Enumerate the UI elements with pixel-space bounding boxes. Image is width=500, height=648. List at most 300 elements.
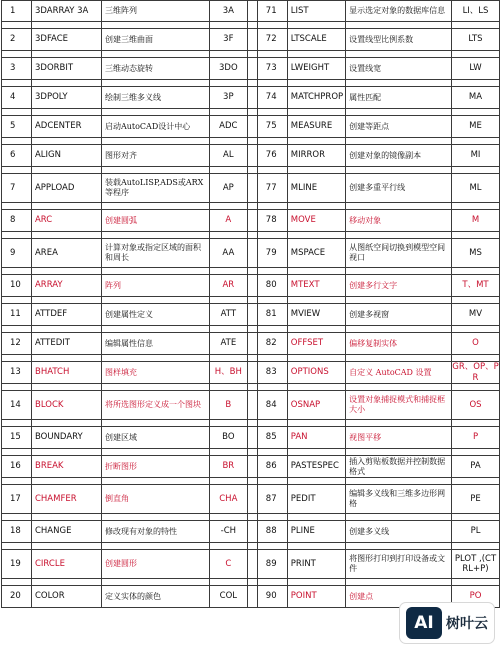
spacer-cell bbox=[31, 355, 101, 362]
spacer-cell bbox=[247, 543, 257, 550]
spacer-cell bbox=[31, 326, 101, 333]
spacer-cell bbox=[101, 138, 209, 145]
right-cell-description: 从图纸空间切换到模型空间视口 bbox=[346, 239, 452, 268]
right-cell-command: PLINE bbox=[287, 521, 345, 543]
spacer-cell bbox=[287, 80, 345, 87]
right-cell-number: 78 bbox=[257, 210, 287, 232]
left-cell-number: 4 bbox=[2, 87, 32, 109]
left-cell-command: CHAMFER bbox=[31, 485, 101, 514]
right-cell-alias: PL bbox=[452, 521, 500, 543]
left-cell-number: 19 bbox=[2, 550, 32, 579]
spacer-cell bbox=[257, 232, 287, 239]
spacer-cell bbox=[101, 22, 209, 29]
left-cell-alias: 3A bbox=[209, 1, 247, 22]
spacer-cell bbox=[2, 543, 32, 550]
right-cell-description: 将图形打印到打印设备或文件 bbox=[346, 550, 452, 579]
spacer-cell bbox=[452, 478, 500, 485]
spacer-cell bbox=[2, 420, 32, 427]
spacer-cell bbox=[452, 514, 500, 521]
spacer-cell bbox=[346, 579, 452, 586]
right-cell-command: LTSCALE bbox=[287, 29, 345, 51]
column-gap bbox=[247, 1, 257, 22]
left-cell-command: BOUNDARY bbox=[31, 427, 101, 449]
spacer-cell bbox=[2, 232, 32, 239]
spacer-cell bbox=[2, 326, 32, 333]
spacer-cell bbox=[287, 232, 345, 239]
right-cell-description: 自定义 AutoCAD 设置 bbox=[346, 362, 452, 384]
left-cell-description: 将所选图形定义成一个图块 bbox=[101, 391, 209, 420]
left-cell-alias: H、BH bbox=[209, 362, 247, 384]
spacer-cell bbox=[31, 232, 101, 239]
spacer-cell bbox=[287, 203, 345, 210]
table-row bbox=[2, 1, 500, 22]
right-cell-number: 72 bbox=[257, 29, 287, 51]
spacer-cell bbox=[257, 355, 287, 362]
left-cell-command: 3DARRAY 3A bbox=[31, 1, 101, 22]
spacer-cell bbox=[257, 109, 287, 116]
spacer-cell bbox=[101, 203, 209, 210]
spacer-cell bbox=[2, 138, 32, 145]
spacer-cell bbox=[31, 51, 101, 58]
left-cell-alias: ATT bbox=[209, 304, 247, 326]
spacer-cell bbox=[247, 355, 257, 362]
table-row bbox=[2, 391, 500, 420]
right-cell-command: OPTIONS bbox=[287, 362, 345, 384]
spacer-cell bbox=[247, 80, 257, 87]
spacer-cell bbox=[452, 138, 500, 145]
spacer-cell bbox=[209, 80, 247, 87]
left-cell-description: 启动AutoCAD设计中心 bbox=[101, 116, 209, 138]
left-cell-alias: AR bbox=[209, 275, 247, 297]
spacer-cell bbox=[31, 579, 101, 586]
left-cell-number: 14 bbox=[2, 391, 32, 420]
table-row bbox=[2, 550, 500, 579]
column-gap bbox=[247, 145, 257, 167]
row-spacer bbox=[2, 268, 500, 275]
left-cell-command: CIRCLE bbox=[31, 550, 101, 579]
table-row bbox=[2, 304, 500, 326]
row-spacer bbox=[2, 80, 500, 87]
right-cell-number: 71 bbox=[257, 1, 287, 22]
spacer-cell bbox=[209, 138, 247, 145]
right-cell-description: 设置线型比例系数 bbox=[346, 29, 452, 51]
spacer-cell bbox=[346, 203, 452, 210]
spacer-cell bbox=[257, 203, 287, 210]
left-cell-alias: AL bbox=[209, 145, 247, 167]
left-cell-alias: B bbox=[209, 391, 247, 420]
spacer-cell bbox=[209, 51, 247, 58]
left-cell-command: ARRAY bbox=[31, 275, 101, 297]
table-row bbox=[2, 275, 500, 297]
spacer-cell bbox=[209, 232, 247, 239]
table-row bbox=[2, 362, 500, 384]
spacer-cell bbox=[31, 449, 101, 456]
spacer-cell bbox=[31, 384, 101, 391]
table-row bbox=[2, 58, 500, 80]
left-cell-alias: COL bbox=[209, 586, 247, 608]
watermark-badge bbox=[400, 603, 494, 643]
spacer-cell bbox=[247, 297, 257, 304]
spacer-cell bbox=[247, 420, 257, 427]
column-gap bbox=[247, 29, 257, 51]
spacer-cell bbox=[287, 478, 345, 485]
spacer-cell bbox=[247, 268, 257, 275]
right-cell-number: 75 bbox=[257, 116, 287, 138]
spacer-cell bbox=[257, 167, 287, 174]
spacer-cell bbox=[247, 138, 257, 145]
spacer-cell bbox=[247, 384, 257, 391]
left-cell-number: 6 bbox=[2, 145, 32, 167]
right-cell-description: 创建多重平行线 bbox=[346, 174, 452, 203]
spacer-cell bbox=[2, 384, 32, 391]
right-cell-command: MTEXT bbox=[287, 275, 345, 297]
right-cell-alias: PLOT ,(CTRL+P) bbox=[452, 550, 500, 579]
row-spacer bbox=[2, 355, 500, 362]
spacer-cell bbox=[247, 232, 257, 239]
spacer-cell bbox=[209, 109, 247, 116]
right-cell-command: MATCHPROP bbox=[287, 87, 345, 109]
table-row bbox=[2, 145, 500, 167]
right-cell-description: 显示选定对象的数据库信息 bbox=[346, 1, 452, 22]
spacer-cell bbox=[287, 420, 345, 427]
left-cell-description: 修改现有对象的特性 bbox=[101, 521, 209, 543]
right-cell-alias: M bbox=[452, 210, 500, 232]
spacer-cell bbox=[452, 326, 500, 333]
right-cell-description: 创建多义线 bbox=[346, 521, 452, 543]
right-cell-number: 82 bbox=[257, 333, 287, 355]
column-gap bbox=[247, 362, 257, 384]
left-cell-description: 计算对象或指定区域的面积和周长 bbox=[101, 239, 209, 268]
left-cell-alias: AP bbox=[209, 174, 247, 203]
row-spacer bbox=[2, 297, 500, 304]
spacer-cell bbox=[101, 232, 209, 239]
right-cell-number: 76 bbox=[257, 145, 287, 167]
right-cell-alias: MA bbox=[452, 87, 500, 109]
left-cell-command: BREAK bbox=[31, 456, 101, 478]
right-cell-alias: LI、LS bbox=[452, 1, 500, 22]
right-cell-command: MIRROR bbox=[287, 145, 345, 167]
right-cell-command: PASTESPEC bbox=[287, 456, 345, 478]
spacer-cell bbox=[346, 326, 452, 333]
left-cell-description: 倒直角 bbox=[101, 485, 209, 514]
row-spacer bbox=[2, 51, 500, 58]
right-cell-command: MSPACE bbox=[287, 239, 345, 268]
right-cell-alias: ML bbox=[452, 174, 500, 203]
right-cell-number: 73 bbox=[257, 58, 287, 80]
left-cell-description: 编辑属性信息 bbox=[101, 333, 209, 355]
column-gap bbox=[247, 58, 257, 80]
spacer-cell bbox=[2, 80, 32, 87]
spacer-cell bbox=[257, 384, 287, 391]
right-cell-description: 设置对象捕捉模式和捕捉框大小 bbox=[346, 391, 452, 420]
spacer-cell bbox=[287, 109, 345, 116]
left-cell-number: 8 bbox=[2, 210, 32, 232]
left-cell-description: 创建区域 bbox=[101, 427, 209, 449]
spacer-cell bbox=[31, 297, 101, 304]
spacer-cell bbox=[257, 420, 287, 427]
right-cell-alias: MS bbox=[452, 239, 500, 268]
right-cell-command: PAN bbox=[287, 427, 345, 449]
right-cell-description: 偏移复制实体 bbox=[346, 333, 452, 355]
left-cell-alias: BR bbox=[209, 456, 247, 478]
right-cell-description: 插入剪贴板数据并控制数据格式 bbox=[346, 456, 452, 478]
right-cell-alias: PA bbox=[452, 456, 500, 478]
column-gap bbox=[247, 521, 257, 543]
left-cell-description: 折断图形 bbox=[101, 456, 209, 478]
spacer-cell bbox=[257, 138, 287, 145]
spacer-cell bbox=[346, 167, 452, 174]
left-cell-description: 装载AutoLISP,ADS或ARX等程序 bbox=[101, 174, 209, 203]
spacer-cell bbox=[209, 167, 247, 174]
spacer-cell bbox=[452, 109, 500, 116]
row-spacer bbox=[2, 514, 500, 521]
column-gap bbox=[247, 275, 257, 297]
left-cell-description: 创建属性定义 bbox=[101, 304, 209, 326]
spacer-cell bbox=[31, 167, 101, 174]
spacer-cell bbox=[31, 268, 101, 275]
spacer-cell bbox=[346, 232, 452, 239]
left-cell-number: 7 bbox=[2, 174, 32, 203]
spacer-cell bbox=[209, 449, 247, 456]
spacer-cell bbox=[247, 326, 257, 333]
spacer-cell bbox=[452, 167, 500, 174]
spacer-cell bbox=[287, 384, 345, 391]
right-cell-alias: ME bbox=[452, 116, 500, 138]
table-row bbox=[2, 116, 500, 138]
spacer-cell bbox=[257, 51, 287, 58]
spacer-cell bbox=[452, 449, 500, 456]
spacer-cell bbox=[209, 384, 247, 391]
spacer-cell bbox=[209, 297, 247, 304]
left-cell-alias: -CH bbox=[209, 521, 247, 543]
row-spacer bbox=[2, 22, 500, 29]
right-cell-command: PEDIT bbox=[287, 485, 345, 514]
spacer-cell bbox=[209, 579, 247, 586]
spacer-cell bbox=[101, 297, 209, 304]
spacer-cell bbox=[209, 543, 247, 550]
spacer-cell bbox=[31, 138, 101, 145]
spacer-cell bbox=[257, 268, 287, 275]
right-cell-number: 83 bbox=[257, 362, 287, 384]
spacer-cell bbox=[346, 543, 452, 550]
spacer-cell bbox=[346, 514, 452, 521]
spacer-cell bbox=[101, 514, 209, 521]
left-cell-description: 三维动态旋转 bbox=[101, 58, 209, 80]
spacer-cell bbox=[346, 109, 452, 116]
left-cell-number: 3 bbox=[2, 58, 32, 80]
left-cell-command: ATTEDIT bbox=[31, 333, 101, 355]
row-spacer bbox=[2, 449, 500, 456]
right-cell-number: 85 bbox=[257, 427, 287, 449]
column-gap bbox=[247, 239, 257, 268]
left-cell-command: 3DFACE bbox=[31, 29, 101, 51]
spacer-cell bbox=[452, 268, 500, 275]
spacer-cell bbox=[452, 22, 500, 29]
right-cell-command: POINT bbox=[287, 586, 345, 608]
left-cell-alias: 3DO bbox=[209, 58, 247, 80]
left-cell-description: 图形对齐 bbox=[101, 145, 209, 167]
right-cell-command: OFFSET bbox=[287, 333, 345, 355]
spacer-cell bbox=[31, 109, 101, 116]
left-cell-number: 16 bbox=[2, 456, 32, 478]
spacer-cell bbox=[247, 579, 257, 586]
row-spacer bbox=[2, 384, 500, 391]
spacer-cell bbox=[2, 51, 32, 58]
right-cell-alias: MI bbox=[452, 145, 500, 167]
table-row bbox=[2, 485, 500, 514]
left-cell-number: 12 bbox=[2, 333, 32, 355]
right-cell-alias: GR、OP、PR bbox=[452, 362, 499, 383]
spacer-cell bbox=[247, 203, 257, 210]
right-cell-description: 创建多行文字 bbox=[346, 275, 452, 297]
spacer-cell bbox=[287, 355, 345, 362]
spacer-cell bbox=[101, 80, 209, 87]
column-gap bbox=[247, 116, 257, 138]
spacer-cell bbox=[31, 420, 101, 427]
left-cell-description: 创建三维曲面 bbox=[101, 29, 209, 51]
spacer-cell bbox=[346, 297, 452, 304]
spacer-cell bbox=[247, 109, 257, 116]
left-cell-number: 10 bbox=[2, 275, 32, 297]
spacer-cell bbox=[31, 514, 101, 521]
left-cell-number: 20 bbox=[2, 586, 32, 608]
right-cell-command: MOVE bbox=[287, 210, 345, 232]
spacer-cell bbox=[209, 22, 247, 29]
spacer-cell bbox=[287, 449, 345, 456]
spacer-cell bbox=[452, 384, 500, 391]
spacer-cell bbox=[257, 80, 287, 87]
left-cell-description: 定义实体的颜色 bbox=[101, 586, 209, 608]
right-cell-number: 77 bbox=[257, 174, 287, 203]
left-cell-command: ADCENTER bbox=[31, 116, 101, 138]
spacer-cell bbox=[2, 514, 32, 521]
right-cell-description: 设置线宽 bbox=[346, 58, 452, 80]
table-row bbox=[2, 210, 500, 232]
left-cell-number: 1 bbox=[2, 1, 32, 22]
left-cell-number: 15 bbox=[2, 427, 32, 449]
spacer-cell bbox=[2, 579, 32, 586]
right-cell-number: 89 bbox=[257, 550, 287, 579]
left-cell-command: APPLOAD bbox=[31, 174, 101, 203]
right-cell-alias: PO bbox=[452, 586, 500, 608]
left-cell-command: BLOCK bbox=[31, 391, 101, 420]
spacer-cell bbox=[209, 268, 247, 275]
right-cell-command: MEASURE bbox=[287, 116, 345, 138]
column-gap bbox=[247, 391, 257, 420]
right-cell-alias: MV bbox=[452, 304, 500, 326]
spacer-cell bbox=[287, 22, 345, 29]
spacer-cell bbox=[101, 420, 209, 427]
spacer-cell bbox=[2, 355, 32, 362]
row-spacer bbox=[2, 203, 500, 210]
spacer-cell bbox=[31, 80, 101, 87]
spacer-cell bbox=[346, 355, 452, 362]
column-gap bbox=[247, 485, 257, 514]
left-cell-number: 17 bbox=[2, 485, 32, 514]
right-cell-number: 87 bbox=[257, 485, 287, 514]
row-spacer bbox=[2, 109, 500, 116]
right-cell-command: LWEIGHT bbox=[287, 58, 345, 80]
table-row bbox=[2, 456, 500, 478]
right-cell-command: MLINE bbox=[287, 174, 345, 203]
spacer-cell bbox=[2, 109, 32, 116]
right-cell-description: 创建对象的镜像副本 bbox=[346, 145, 452, 167]
right-cell-alias: LW bbox=[452, 58, 500, 80]
left-cell-command: 3DPOLY bbox=[31, 87, 101, 109]
spacer-cell bbox=[257, 579, 287, 586]
table-row bbox=[2, 87, 500, 109]
spacer-cell bbox=[346, 138, 452, 145]
right-cell-description: 视图平移 bbox=[346, 427, 452, 449]
spacer-cell bbox=[257, 449, 287, 456]
right-cell-command: OSNAP bbox=[287, 391, 345, 420]
spacer-cell bbox=[452, 232, 500, 239]
spacer-cell bbox=[31, 543, 101, 550]
column-gap bbox=[247, 210, 257, 232]
left-cell-description: 创建圆弧 bbox=[101, 210, 209, 232]
column-gap bbox=[247, 550, 257, 579]
right-cell-alias: OS bbox=[452, 391, 500, 420]
spacer-cell bbox=[101, 268, 209, 275]
spacer-cell bbox=[247, 22, 257, 29]
spacer-cell bbox=[452, 543, 500, 550]
spacer-cell bbox=[101, 579, 209, 586]
right-cell-number: 86 bbox=[257, 456, 287, 478]
spacer-cell bbox=[287, 326, 345, 333]
spacer-cell bbox=[247, 478, 257, 485]
spacer-cell bbox=[287, 514, 345, 521]
spacer-cell bbox=[257, 514, 287, 521]
column-gap bbox=[247, 333, 257, 355]
column-gap bbox=[247, 586, 257, 608]
left-cell-command: CHANGE bbox=[31, 521, 101, 543]
spacer-cell bbox=[101, 326, 209, 333]
spacer-cell bbox=[2, 22, 32, 29]
row-spacer bbox=[2, 420, 500, 427]
right-cell-command: PRINT bbox=[287, 550, 345, 579]
left-cell-alias: CHA bbox=[209, 485, 247, 514]
left-cell-command: BHATCH bbox=[31, 362, 101, 384]
left-cell-number: 5 bbox=[2, 116, 32, 138]
spacer-cell bbox=[346, 384, 452, 391]
spacer-cell bbox=[101, 355, 209, 362]
right-cell-description: 属性匹配 bbox=[346, 87, 452, 109]
spacer-cell bbox=[257, 297, 287, 304]
right-cell-description: 创建等距点 bbox=[346, 116, 452, 138]
spacer-cell bbox=[101, 51, 209, 58]
spacer-cell bbox=[247, 167, 257, 174]
right-cell-description: 移动对象 bbox=[346, 210, 452, 232]
column-gap bbox=[247, 456, 257, 478]
left-cell-description: 创建圆形 bbox=[101, 550, 209, 579]
spacer-cell bbox=[2, 297, 32, 304]
left-cell-command: ATTDEF bbox=[31, 304, 101, 326]
spacer-cell bbox=[346, 268, 452, 275]
spacer-cell bbox=[247, 51, 257, 58]
spacer-cell bbox=[247, 514, 257, 521]
spacer-cell bbox=[31, 22, 101, 29]
spacer-cell bbox=[257, 478, 287, 485]
table-row bbox=[2, 521, 500, 543]
left-cell-number: 18 bbox=[2, 521, 32, 543]
left-cell-alias: 3F bbox=[209, 29, 247, 51]
row-spacer bbox=[2, 579, 500, 586]
spacer-cell bbox=[257, 22, 287, 29]
table-row bbox=[2, 174, 500, 203]
spacer-cell bbox=[287, 138, 345, 145]
right-cell-number: 80 bbox=[257, 275, 287, 297]
spacer-cell bbox=[346, 80, 452, 87]
